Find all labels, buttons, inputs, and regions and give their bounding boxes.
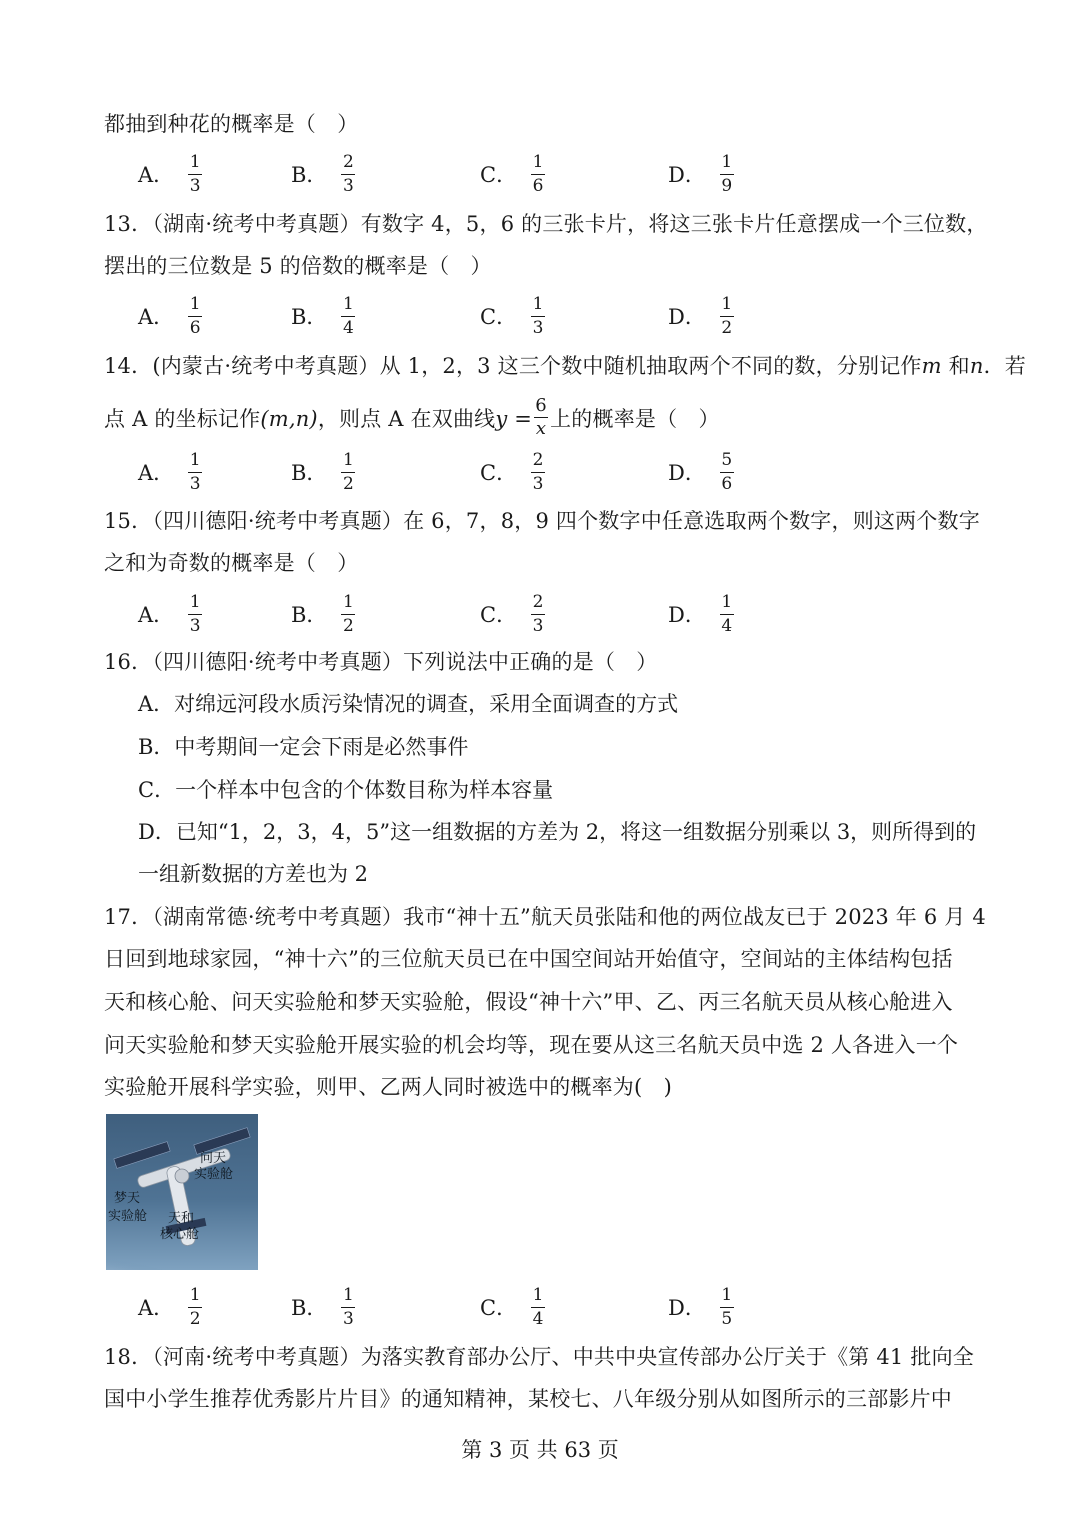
q14-line-1-text: 14．(内蒙古·统考中考真题）从 1，2，3 这三个数中随机抽取两个不同的数，分别记作 — [104, 354, 922, 378]
equation-fraction — [534, 397, 548, 438]
numerator: 1 — [189, 591, 201, 612]
q15-option-b — [291, 586, 355, 642]
q14-option-c — [480, 444, 545, 500]
numerator: 2 — [532, 591, 544, 612]
denominator: 6 — [721, 473, 733, 494]
page-number: 第 3 页 共 63 页 — [461, 1438, 619, 1462]
option-label: A． — [138, 305, 175, 329]
denominator: 2 — [343, 615, 354, 636]
option-label: C． — [480, 461, 518, 485]
numerator: 1 — [721, 293, 733, 314]
q16-option-b: B．中考期间一定会下雨是必然事件 — [138, 735, 469, 759]
denominator: 9 — [721, 175, 733, 196]
fraction — [531, 451, 545, 494]
q17-option-b — [291, 1279, 355, 1335]
q16-option-d-line-1: D．已知“1，2，3，4，5”这一组数据的方差为 2，将这一组数据分别乘以 3，则所得到的 — [138, 820, 977, 844]
denominator: 3 — [189, 615, 201, 636]
space-station-illustration — [106, 1114, 258, 1270]
numerator: 1 — [721, 1284, 733, 1305]
q17-line-2: 日回到地球家园，“神十六”的三位航天员已在中国空间站开始值守，空间站的主体结构包括 — [104, 947, 953, 971]
fraction — [531, 295, 545, 338]
option-label: D． — [668, 163, 706, 187]
option-label: C． — [480, 305, 518, 329]
equation-lhs: y = — [495, 407, 533, 431]
q16-option-a: A．对绵远河段水质污染情况的调查，采用全面调查的方式 — [138, 692, 679, 716]
q14-option-b — [291, 444, 355, 500]
q17-option-c — [480, 1279, 545, 1335]
option-label: A． — [138, 1296, 175, 1320]
q17-options — [138, 1279, 898, 1335]
denominator: 4 — [343, 317, 354, 338]
denominator: x — [535, 418, 547, 439]
fraction — [188, 153, 202, 196]
q14-line-1-end: ．若 — [983, 354, 1026, 378]
q13-line-2: 摆出的三位数是 5 的倍数的概率是（ ） — [104, 254, 492, 278]
fraction — [720, 593, 734, 636]
q16-line-1: 16．（四川德阳·统考中考真题）下列说法中正确的是（ ） — [104, 650, 658, 674]
numerator: 1 — [532, 293, 544, 314]
q18-line-2: 国中小学生推荐优秀影片片目》的通知精神，某校七、八年级分别从如图所示的三部影片中 — [104, 1387, 952, 1411]
q12-option-a — [138, 146, 202, 202]
denominator: 5 — [721, 1308, 733, 1329]
numerator: 1 — [189, 449, 201, 470]
option-label: D． — [668, 461, 706, 485]
q14-line-2 — [104, 395, 720, 441]
q12-options — [138, 146, 898, 202]
fraction — [341, 451, 355, 494]
numerator: 1 — [343, 591, 354, 612]
denominator: 2 — [721, 317, 733, 338]
option-label: D． — [668, 603, 706, 627]
numerator: 1 — [189, 1284, 201, 1305]
label-tianhe-2: 核心舱 — [160, 1226, 200, 1241]
numerator: 1 — [189, 151, 201, 172]
numerator: 1 — [721, 591, 733, 612]
option-label: A． — [138, 603, 175, 627]
q15-line-1: 15．（四川德阳·统考中考真题）在 6，7，8，9 四个数字中任意选取两个数字，则这两个数字 — [104, 509, 980, 533]
denominator: 3 — [532, 473, 544, 494]
q12-option-b — [291, 146, 355, 202]
q17-line-5: 实验舱开展科学实验，则甲、乙两人同时被选中的概率为( ) — [104, 1075, 672, 1099]
label-tianhe-1: 天和 — [168, 1210, 195, 1225]
q14-line-1 — [104, 352, 1026, 380]
fraction — [341, 153, 355, 196]
denominator: 3 — [189, 473, 201, 494]
q14-and: 和 — [948, 354, 970, 378]
fraction — [720, 153, 734, 196]
fraction — [341, 295, 355, 338]
q13-option-b — [291, 288, 355, 344]
fraction — [720, 1286, 734, 1329]
q13-option-d — [668, 288, 734, 344]
var-m: m — [921, 354, 942, 378]
fraction — [341, 593, 355, 636]
numerator: 1 — [343, 1284, 354, 1305]
label-wentian-2: 实验舱 — [194, 1166, 234, 1181]
numerator: 1 — [343, 293, 354, 314]
point-coord: (m,n) — [260, 407, 318, 431]
q14-line-2-mid: ，则点 A 在双曲线 — [317, 407, 496, 431]
numerator: 1 — [532, 1284, 544, 1305]
fraction — [341, 1286, 355, 1329]
option-label: B． — [291, 603, 328, 627]
q13-line-1: 13．（湖南·统考中考真题）有数字 4，5，6 的三张卡片，将这三张卡片任意摆成一个三位数， — [104, 212, 988, 236]
numerator: 1 — [532, 151, 544, 172]
fraction — [720, 451, 734, 494]
numerator: 2 — [343, 151, 354, 172]
denominator: 6 — [189, 317, 201, 338]
fraction — [531, 593, 545, 636]
q14-options — [138, 444, 898, 500]
denominator: 3 — [532, 317, 544, 338]
denominator: 2 — [343, 473, 354, 494]
q18-line-1: 18．（河南·统考中考真题）为落实教育部办公厅、中共中央宣传部办公厅关于《第 41 批向全 — [104, 1345, 974, 1369]
fraction — [188, 1286, 202, 1329]
denominator: 3 — [343, 1308, 354, 1329]
fraction — [188, 295, 202, 338]
q15-line-2: 之和为奇数的概率是（ ） — [104, 551, 359, 575]
label-mengtian-1: 梦天 — [114, 1190, 141, 1205]
numerator: 1 — [189, 293, 201, 314]
option-label: B． — [291, 163, 328, 187]
q12-option-c — [480, 146, 545, 202]
q13-options — [138, 288, 898, 344]
option-label: D． — [668, 305, 706, 329]
q15-option-a — [138, 586, 202, 642]
label-mengtian-2: 实验舱 — [108, 1208, 148, 1223]
q15-option-d — [668, 586, 734, 642]
denominator: 3 — [189, 175, 201, 196]
option-label: C． — [480, 603, 518, 627]
q15-options — [138, 586, 898, 642]
q16-option-c: C．一个样本中包含的个体数目称为样本容量 — [138, 778, 554, 802]
fraction — [188, 451, 202, 494]
denominator: 4 — [532, 1308, 544, 1329]
q14-option-a — [138, 444, 202, 500]
q16-option-d-line-2: 一组新数据的方差也为 2 — [138, 862, 369, 886]
fraction — [720, 295, 734, 338]
numerator: 6 — [535, 395, 547, 416]
q14-line-2-text: 点 A 的坐标记作 — [104, 407, 261, 431]
q15-option-c — [480, 586, 545, 642]
denominator: 2 — [189, 1308, 201, 1329]
q12-text: 都抽到种花的概率是（ ） — [104, 112, 359, 136]
option-label: A． — [138, 163, 175, 187]
option-label: C． — [480, 1296, 518, 1320]
denominator: 4 — [721, 615, 733, 636]
numerator: 1 — [343, 449, 354, 470]
option-label: C． — [480, 163, 518, 187]
var-n: n — [969, 354, 984, 378]
option-label: B． — [291, 461, 328, 485]
option-label: B． — [291, 305, 328, 329]
fraction — [531, 153, 545, 196]
denominator: 3 — [343, 175, 354, 196]
option-label: A． — [138, 461, 175, 485]
label-wentian-1: 问天 — [200, 1150, 227, 1165]
denominator: 6 — [532, 175, 544, 196]
q17-line-3: 天和核心舱、问天实验舱和梦天实验舱，假设“神十六”甲、乙、丙三名航天员从核心舱进入 — [104, 990, 953, 1014]
denominator: 3 — [532, 615, 544, 636]
fraction — [531, 1286, 545, 1329]
numerator: 2 — [532, 449, 544, 470]
space-station-image — [106, 1114, 258, 1270]
q17-option-a — [138, 1279, 202, 1335]
q14-line-2-end: 上的概率是（ ） — [550, 407, 720, 431]
q14-option-d — [668, 444, 734, 500]
q17-line-4: 问天实验舱和梦天实验舱开展实验的机会均等，现在要从这三名航天员中选 2 人各进入一个 — [104, 1033, 959, 1057]
numerator: 5 — [721, 449, 733, 470]
q17-line-1: 17．（湖南常德·统考中考真题）我市“神十五”航天员张陆和他的两位战友已于 2023 年 6 月 4 — [104, 905, 986, 929]
fraction — [188, 593, 202, 636]
q13-option-a — [138, 288, 202, 344]
option-label: B． — [291, 1296, 328, 1320]
q17-option-d — [668, 1279, 734, 1335]
q13-option-c — [480, 288, 545, 344]
q12-option-d — [668, 146, 734, 202]
numerator: 1 — [721, 151, 733, 172]
option-label: D． — [668, 1296, 706, 1320]
